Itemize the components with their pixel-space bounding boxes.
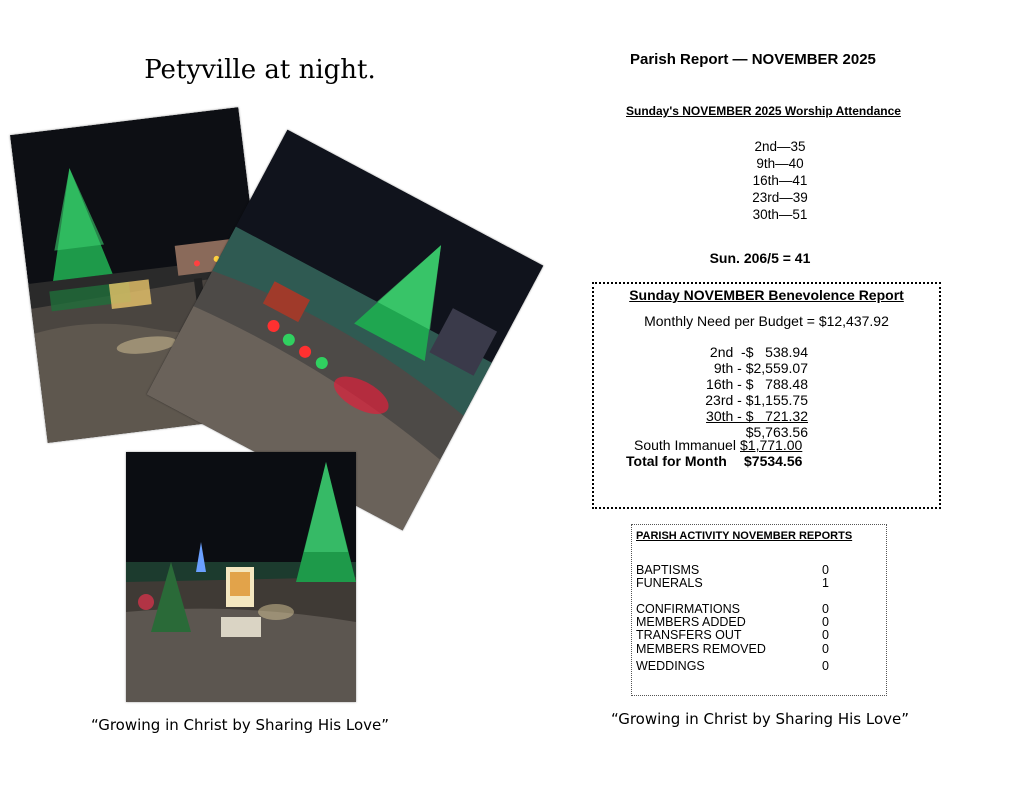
benevolence-row: 16th - $ 788.48 xyxy=(706,376,808,392)
activity-label: BAPTISMS xyxy=(636,563,700,577)
activity-label: WEDDINGS xyxy=(636,659,705,673)
activity-label: MEMBERS ADDED xyxy=(636,615,746,629)
total-month-value: $7534.56 xyxy=(744,453,803,469)
activity-value: 0 xyxy=(822,642,829,656)
benevolence-rows xyxy=(690,344,808,440)
benevolence-row: 9th - $2,559.07 xyxy=(713,360,808,376)
activity-label: TRANSFERS OUT xyxy=(636,628,742,642)
activity-value: 0 xyxy=(822,659,829,673)
benevolence-row: 2nd -$ 538.94 xyxy=(709,344,808,360)
night-lights-photo-3 xyxy=(126,452,356,702)
page-title-left: Petyville at night. xyxy=(144,55,376,85)
benevolence-heading: Sunday NOVEMBER Benevolence Report xyxy=(629,287,904,303)
activity-value: 0 xyxy=(822,615,829,629)
activity-label: CONFIRMATIONS xyxy=(636,602,740,616)
south-immanuel-label: South Immanuel xyxy=(634,437,736,453)
benevolence-row: 30th - $ 721.32 xyxy=(706,408,808,424)
activity-value: 0 xyxy=(822,628,829,642)
attendance-entry: 30th—51 xyxy=(752,207,808,222)
motto-left: “Growing in Christ by Sharing His Love” xyxy=(90,716,390,734)
attendance-entry: 16th—41 xyxy=(752,173,808,188)
activity-heading: PARISH ACTIVITY NOVEMBER REPORTS xyxy=(636,530,853,542)
attendance-list xyxy=(700,138,860,223)
attendance-entry: 23rd—39 xyxy=(752,190,808,205)
activity-value: 0 xyxy=(822,602,829,616)
activity-label: FUNERALS xyxy=(636,576,703,590)
total-month-label: Total for Month xyxy=(626,453,727,469)
benevolence-subtotal: $5,763.56 xyxy=(745,424,808,440)
benevolence-row: 23rd - $1,155.75 xyxy=(705,392,808,408)
activity-label: MEMBERS REMOVED xyxy=(636,642,766,656)
activity-value: 0 xyxy=(822,563,829,577)
attendance-entry: 2nd—35 xyxy=(754,139,806,154)
south-immanuel-value: $1,771.00 xyxy=(740,437,803,453)
report-title: Parish Report — NOVEMBER 2025 xyxy=(630,51,876,68)
monthly-need: Monthly Need per Budget = $12,437.92 xyxy=(644,313,889,329)
motto-right: “Growing in Christ by Sharing His Love” xyxy=(610,710,910,728)
attendance-heading: Sunday's NOVEMBER 2025 Worship Attendance xyxy=(626,104,901,118)
attendance-total: Sun. 206/5 = 41 xyxy=(709,250,811,266)
activity-value: 1 xyxy=(822,576,829,590)
attendance-entry: 9th—40 xyxy=(756,156,804,171)
